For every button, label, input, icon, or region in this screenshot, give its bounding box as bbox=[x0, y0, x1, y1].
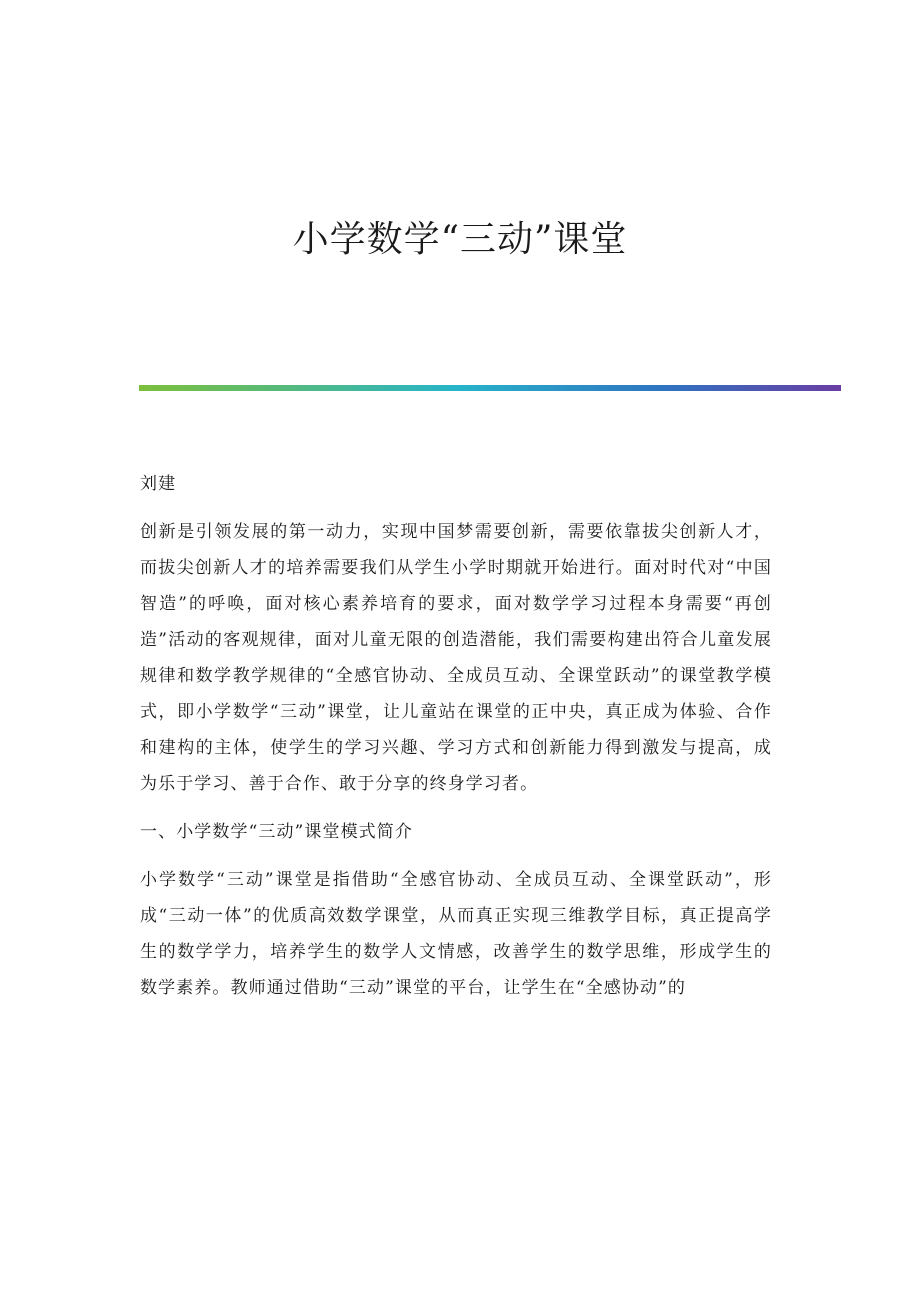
paragraph-section-1: 小学数学“三动”课堂是指借助“全感官协动、全成员互动、全课堂跃动”，形成“三动一体”的优质高效数学课堂，从而真正实现三维教学目标，真正提高学生的数学学力，培养学生的数学人文情感，改善学生的数学思维，形成学生的数学素养。教师通过借助“三动”课堂的平台，让学生在“全感协动”的 bbox=[140, 870, 772, 998]
section-heading: 一、小学数学“三动”课堂模式简介 bbox=[140, 822, 413, 842]
author-name: 刘建 bbox=[140, 474, 177, 494]
document-title: 小学数学“三动”课堂 bbox=[292, 219, 628, 260]
document-body bbox=[140, 466, 772, 1018]
paragraph-intro: 创新是引领发展的第一动力，实现中国梦需要创新，需要依靠拔尖创新人才，而拔尖创新人才的培养需要我们从学生小学时期就开始进行。面对时代对“中国智造”的呼唤，面对核心素养培育的要求，面对数学学习过程本身需要“再创造”活动的客观规律，面对儿童无限的创造潜能，我们需要构建出符合儿童发展规律和数学教学规律的“全感官协动、全成员互动、全课堂跃动”的课堂教学模式，即小学数学“三动”课堂，让儿童站在课堂的正中央，真正成为体验、合作和建构的主体，使学生的学习兴趣、学习方式和创新能力得到激发与提高，成为乐于学习、善于合作、敢于分享的终身学习者。 bbox=[140, 522, 772, 794]
gradient-divider bbox=[139, 385, 841, 391]
